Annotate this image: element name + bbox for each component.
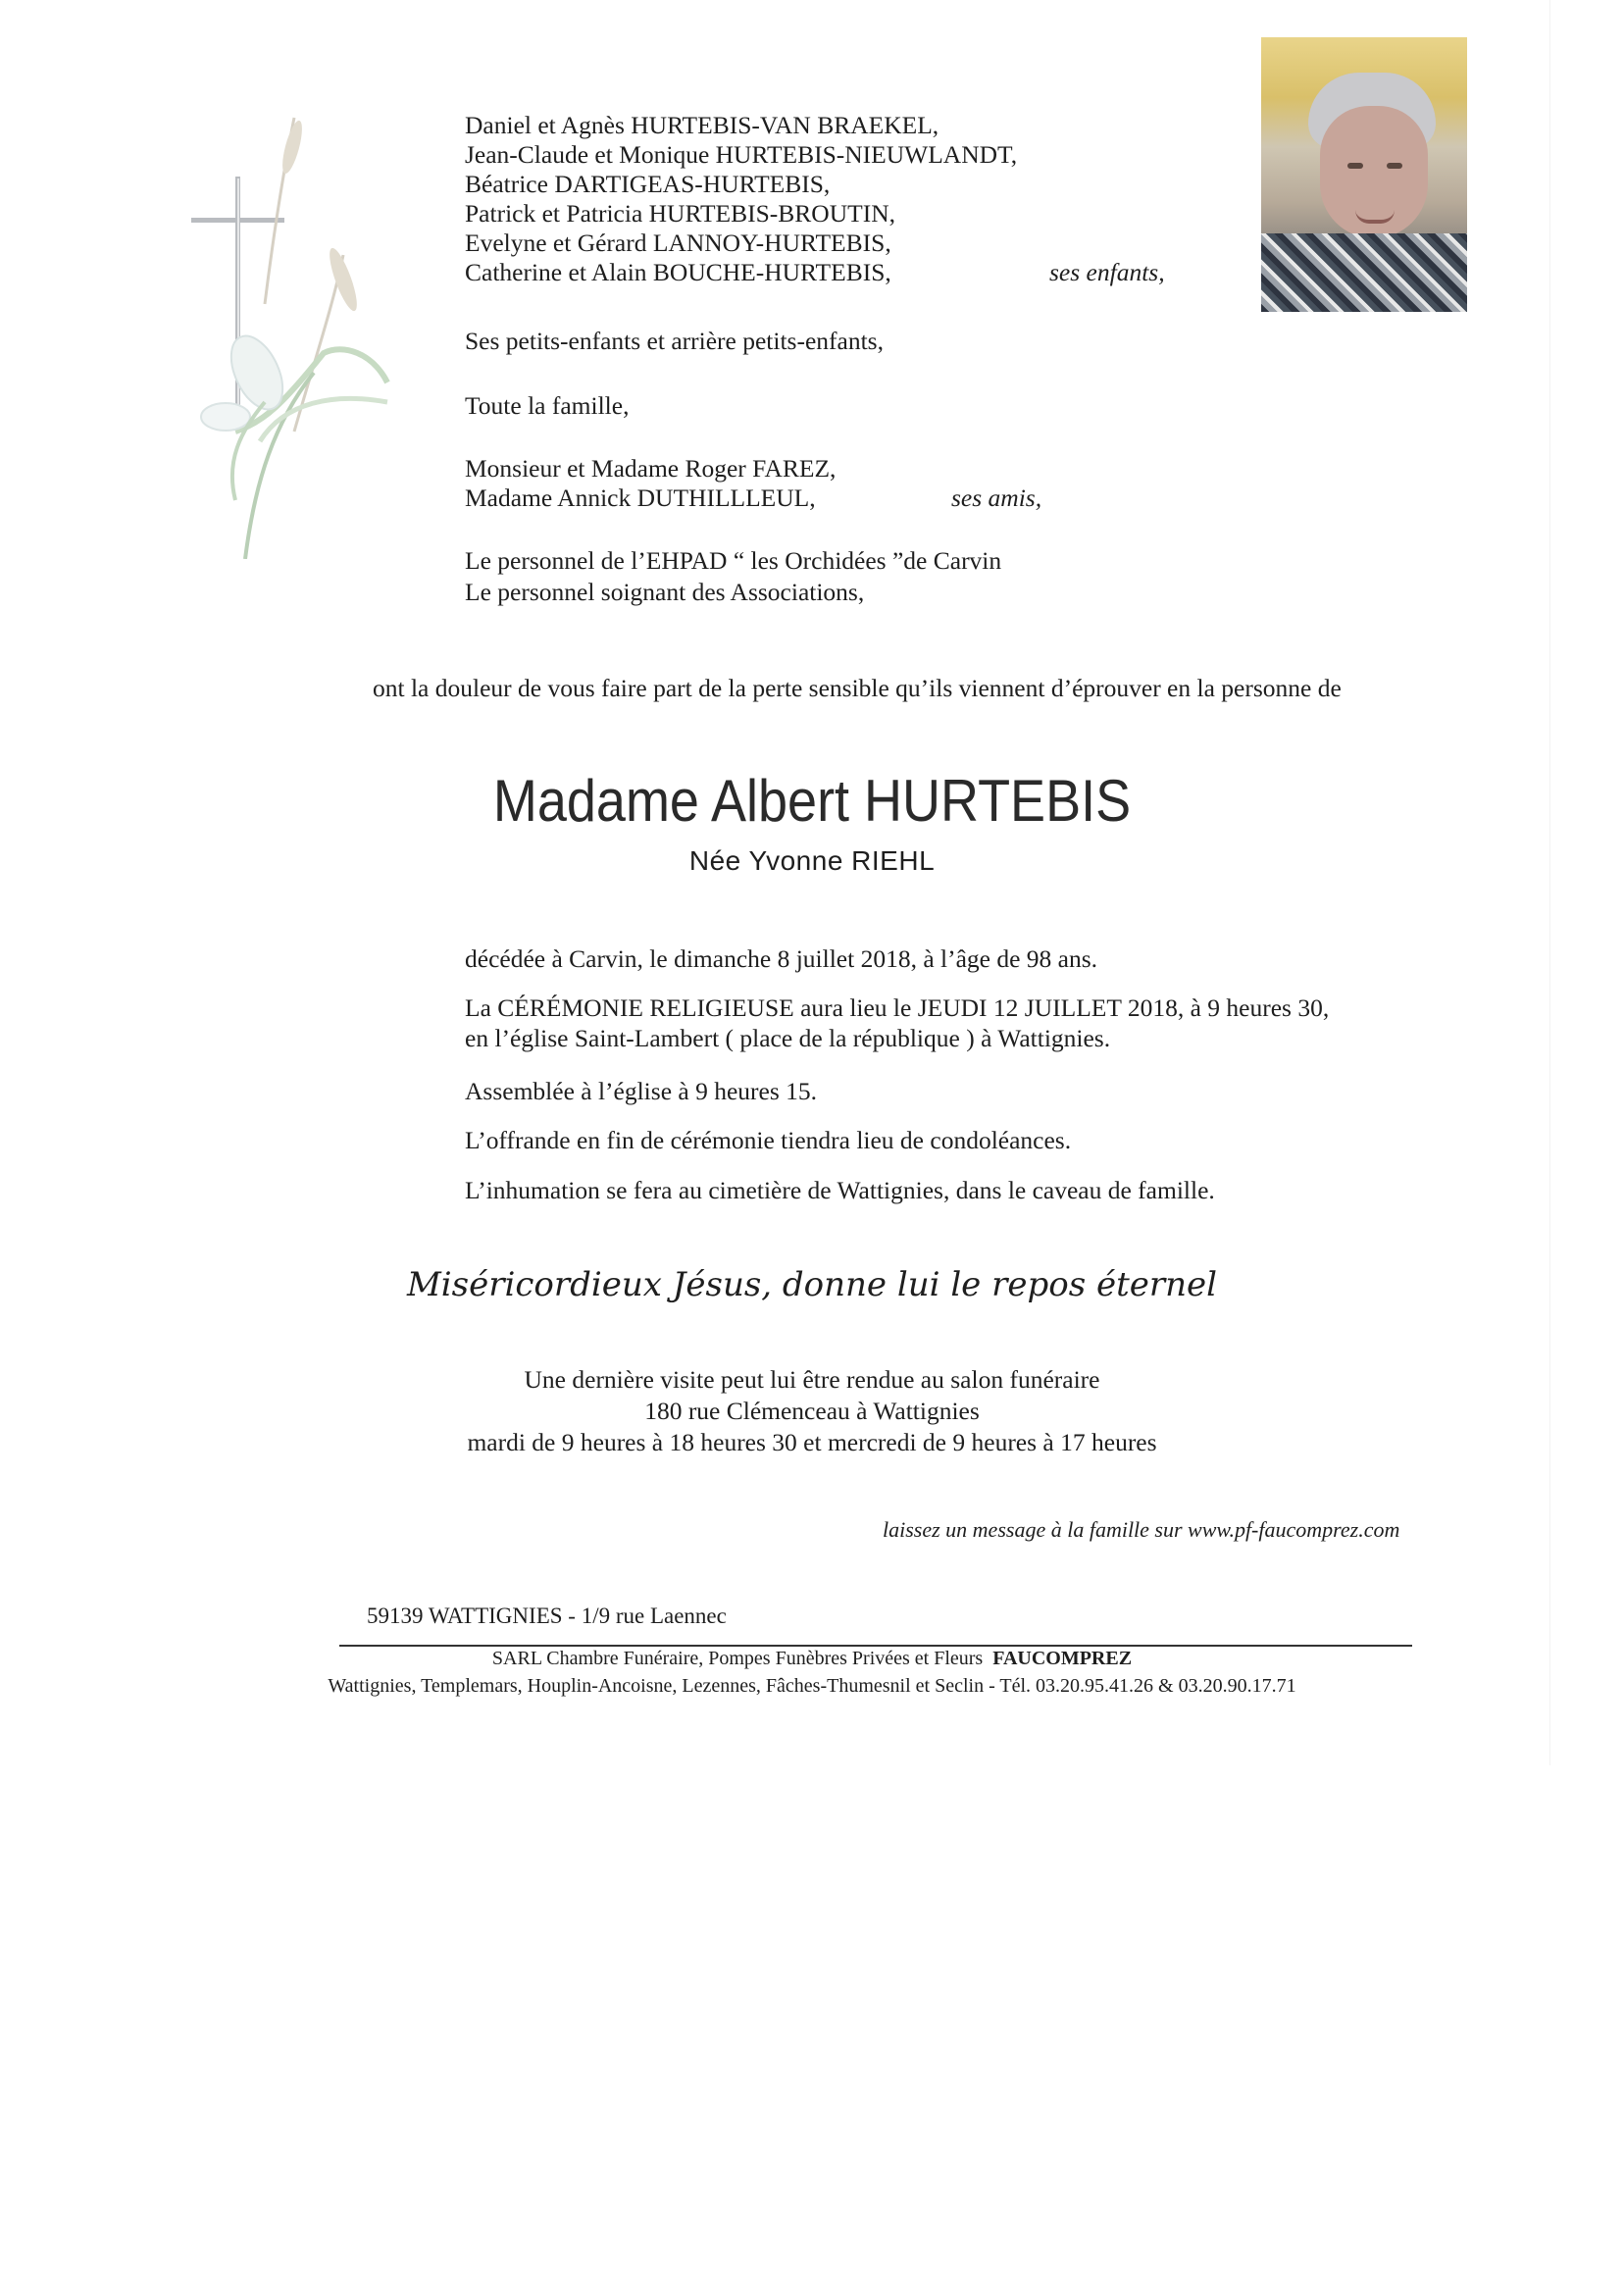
family-line-5: Evelyne et Gérard LANNOY-HURTEBIS, — [465, 229, 891, 257]
friends-line-1: Monsieur et Madame Roger FAREZ, — [465, 454, 837, 483]
staff-line-1: Le personnel de l’EHPAD “ les Orchidées ”de Carvin — [465, 546, 1002, 575]
lily-icon — [201, 328, 387, 559]
friends-line-2: Madame Annick DUTHILLLEUL, — [465, 484, 816, 512]
detail-church: en l’église Saint-Lambert ( place de la république ) à Wattignies. — [465, 1024, 1111, 1052]
message-link[interactable]: laissez un message à la famille sur www.pf-faucomprez.com — [883, 1517, 1400, 1542]
company-locations: Wattignies, Templemars, Houplin-Ancoisne, Lezennes, Fâches-Thumesnil et Seclin - Tél. 03.20.95.41.26 & 03.20.90.17.71 — [328, 1675, 1296, 1697]
company-line — [0, 1648, 1624, 1670]
family-line-2: Jean-Claude et Monique HURTEBIS-NIEUWLANDT, — [465, 140, 1018, 169]
announcement: ont la douleur de vous faire part de la perte sensible qu’ils viennent d’éprouver en la personne de — [373, 674, 1342, 702]
deceased-name: Madame Albert HURTEBIS — [492, 768, 1132, 834]
staff-line-2: Le personnel soignant des Associations, — [465, 578, 865, 606]
visit-line-3: mardi de 9 heures à 18 heures 30 et mercredi de 9 heures à 17 heures — [467, 1428, 1157, 1456]
address: 59139 WATTIGNIES - 1/9 rue Laennec — [367, 1604, 727, 1628]
portrait-photo — [1261, 37, 1467, 312]
children-label: ses enfants, — [1049, 258, 1165, 286]
detail-burial: L’inhumation se fera au cimetière de Wattignies, dans le caveau de famille. — [465, 1176, 1215, 1204]
prayer-line: Miséricordieux Jésus, donne lui le repos éternel — [406, 1265, 1218, 1304]
footer-divider — [339, 1645, 1412, 1647]
detail-death: décédée à Carvin, le dimanche 8 juillet 2018, à l’âge de 98 ans. — [465, 944, 1098, 973]
detail-ceremony: La CÉRÉMONIE RELIGIEUSE aura lieu le JEUDI 12 JUILLET 2018, à 9 heures 30, — [465, 993, 1330, 1022]
wheat-ears-icon — [279, 119, 362, 314]
visit-line-2: 180 rue Clémenceau à Wattignies — [644, 1397, 980, 1425]
family-line-4: Patrick et Patricia HURTEBIS-BROUTIN, — [465, 199, 895, 228]
friends-label: ses amis, — [951, 484, 1042, 512]
detail-assembly: Assemblée à l’église à 9 heures 15. — [465, 1077, 818, 1105]
company-name: FAUCOMPREZ — [992, 1648, 1133, 1669]
cross-lily-decoration — [167, 108, 392, 559]
family-line-3: Béatrice DARTIGEAS-HURTEBIS, — [465, 170, 831, 198]
family-line-1: Daniel et Agnès HURTEBIS-VAN BRAEKEL, — [465, 111, 939, 139]
maiden-name: Née Yvonne RIEHL — [688, 845, 936, 876]
visit-line-1: Une dernière visite peut lui être rendue au salon funéraire — [524, 1365, 1100, 1394]
company-prefix: SARL Chambre Funéraire, Pompes Funèbres Privées et Fleurs — [491, 1648, 984, 1669]
detail-offering: L’offrande en fin de cérémonie tiendra lieu de condoléances. — [465, 1126, 1072, 1154]
all-family-line: Toute la famille, — [465, 391, 630, 420]
family-line-6: Catherine et Alain BOUCHE-HURTEBIS, — [465, 258, 891, 286]
grandchildren-line: Ses petits-enfants et arrière petits-enfants, — [465, 327, 884, 355]
